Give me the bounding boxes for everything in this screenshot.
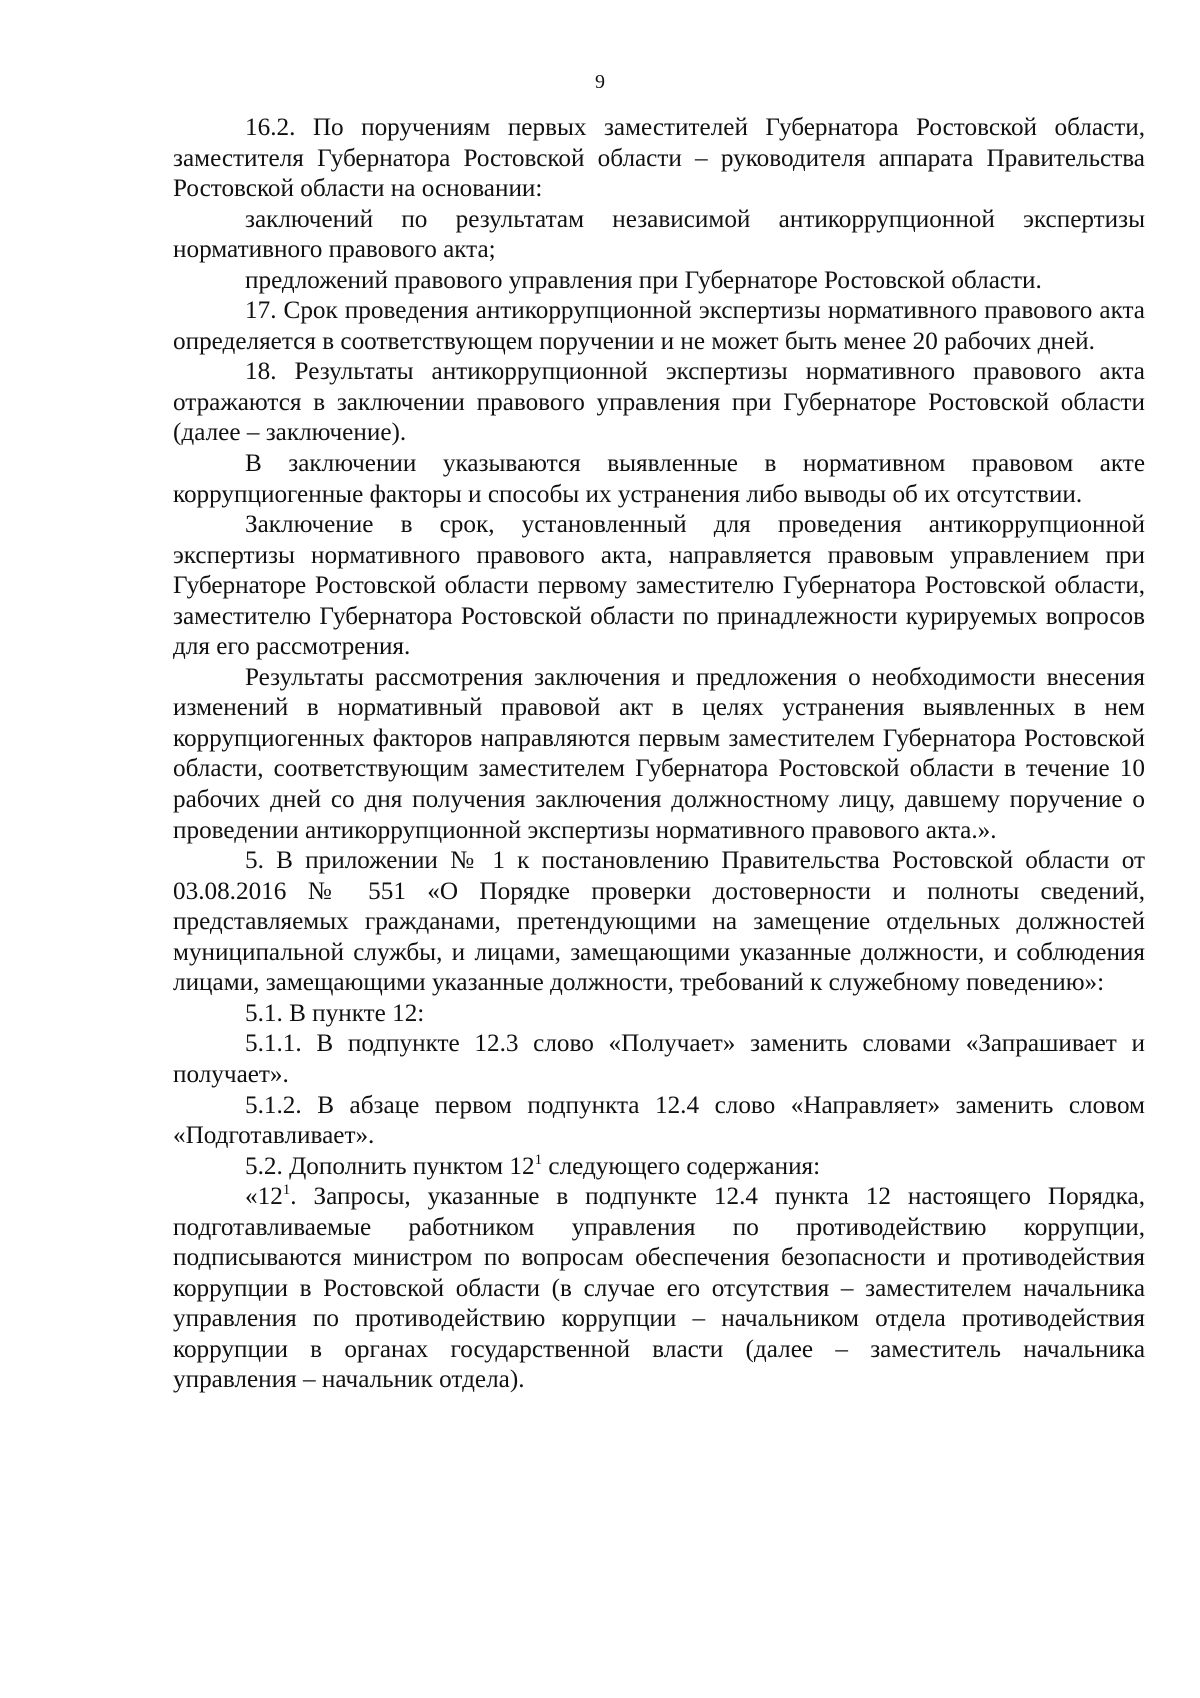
paragraph-review-results: Результаты рассмотрения заключения и предложения о необходимости внесения изменений в нормативный правовой акт в целях устранения выявленных в нем коррупциогенных факторов направляются первым заместителем Губернатора Ростовской области, соответствующим заместителем Губернатора Ростовской области в течение 10 рабочих дней со дня получения заключения должностному лицу, давшему поручение о проведении антикоррупционной экспертизы нормативного правового акта.». <box>173 663 1145 844</box>
paragraph-5-2 <box>173 1152 1145 1183</box>
paragraph-12-1 <box>173 1182 1145 1396</box>
paragraph-legal-department-proposals: предложений правового управления при Губернаторе Ростовской области. <box>245 266 1042 294</box>
paragraph-12-1-start: «12 <box>245 1183 283 1211</box>
paragraph-12-1-text: . Запросы, указанные в подпункте 12.4 пункта 12 настоящего Порядка, подготавливаемые работником управления по противодействию коррупции, подписываются министром по вопросам обеспечения безопасности и противодействия коррупции в Ростовской области (в случае его отсутствия – заместителем начальника управления по противодействию коррупции – начальником отдела противодействия коррупции в органах государственной власти (далее – заместитель начальника управления – начальник отдела). <box>173 1183 1145 1394</box>
paragraph-5-1-2: 5.1.2. В абзаце первом подпункта 12.4 слово «Направляет» заменить словом «Подготавливает». <box>173 1091 1145 1150</box>
superscript: 1 <box>282 1182 291 1199</box>
paragraph-5-2-text-end: следующего содержания: <box>542 1152 821 1180</box>
paragraph-5-1-1: 5.1.1. В подпункте 12.3 слово «Получает» заменить словами «Запрашивает и получает». <box>173 1030 1145 1088</box>
document-body <box>173 113 1145 1396</box>
paragraph-18: 18. Результаты антикоррупционной экспертизы нормативного правового акта отражаются в заключении правового управления при Губернаторе Ростовской области (далее – заключение). <box>173 358 1145 447</box>
paragraph-5-2-text: 5.2. Дополнить пунктом 12 <box>245 1152 535 1180</box>
paragraph-5-1: 5.1. В пункте 12: <box>245 999 425 1027</box>
paragraph-conclusion-routing: Заключение в срок, установленный для проведения антикоррупционной экспертизы нормативного правового акта, направляется правовым управлением при Губернаторе Ростовской области первому заместителю Губернатора Ростовской области, заместителю Губернатора Ростовской области по принадлежности курируемых вопросов для его рассмотрения. <box>173 511 1145 661</box>
paragraph-5: 5. В приложении № 1 к постановлению Правительства Ростовской области от 03.08.2016 № 551 «О Порядке проверки достоверности и полноты сведений, представляемых гражданами, претендующими на замещение отдельных должностей муниципальной службы, и лицами, замещающими указанные должности, и соблюдения лицами, замещающими указанные должности, требований к служебному поведению»: <box>173 847 1145 997</box>
superscript: 1 <box>534 1151 543 1168</box>
paragraph-independent-expertise: заключений по результатам независимой антикоррупционной экспертизы нормативного правового акта; <box>173 205 1145 264</box>
paragraph-16-2: 16.2. По поручениям первых заместителей Губернатора Ростовской области, заместителя Губернатора Ростовской области – руководителя аппарата Правительства Ростовской области на основании: <box>173 114 1145 203</box>
paragraph-17: 17. Срок проведения антикоррупционной экспертизы нормативного правового акта определяется в соответствующем поручении и не может быть менее 20 рабочих дней. <box>173 297 1145 355</box>
page-number: 9 <box>595 71 605 93</box>
paragraph-conclusion-contents: В заключении указываются выявленные в нормативном правовом акте коррупциогенные факторы и способы их устранения либо выводы об их отсутствии. <box>173 450 1145 508</box>
